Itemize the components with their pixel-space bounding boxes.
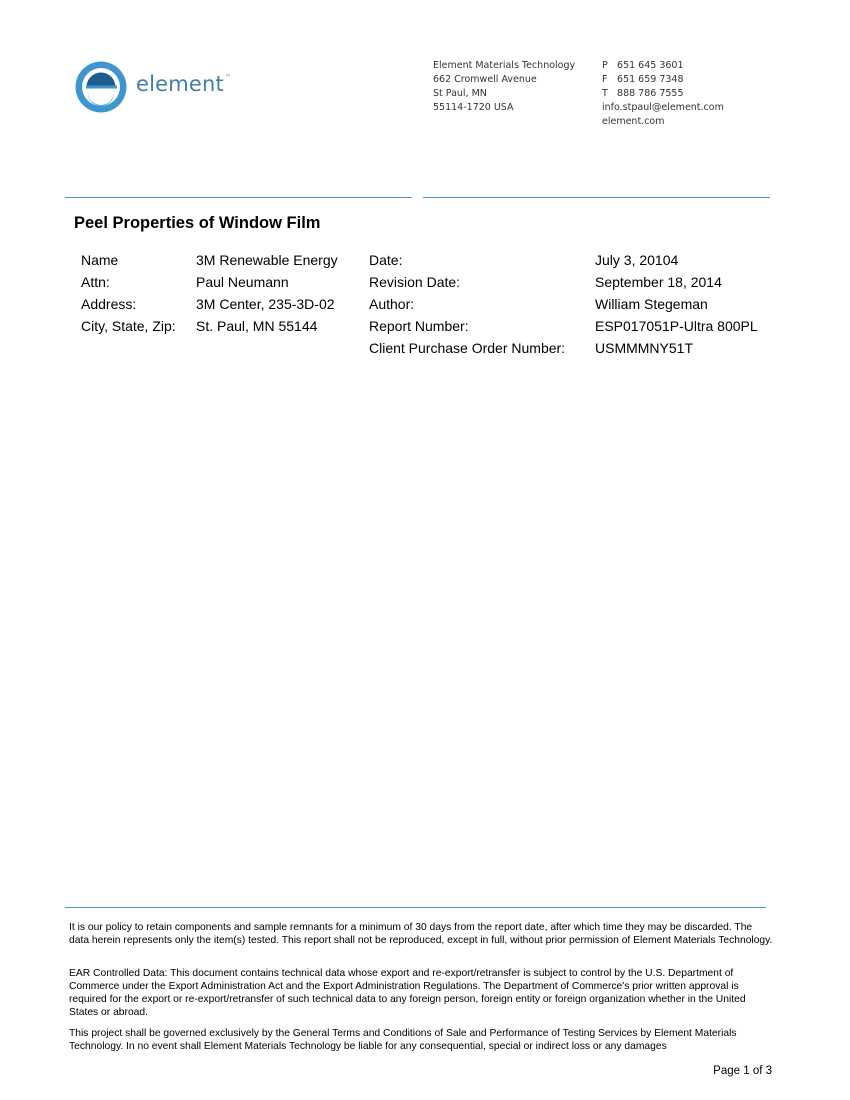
- revision-date: September 18, 2014: [595, 274, 722, 290]
- retention-policy-text: It is our policy to retain components and sample remnants for a minimum of 30 days from the report date, after which time they may be discarded. The data herein represents only the item(s) tested. This report shall not be reproduced, except in full, without prior permission of Element Materials Technology.: [69, 922, 773, 946]
- address-line: Element Materials Technology: [433, 60, 576, 71]
- contact-website[interactable]: element.com: [602, 116, 665, 127]
- company-contacts: [602, 59, 724, 129]
- address-line: 662 Cromwell Avenue: [433, 74, 537, 85]
- meta-label: Report Number:: [369, 318, 469, 334]
- client-label: Name: [81, 252, 119, 268]
- client-label: Address:: [81, 296, 137, 312]
- report-date: July 3, 20104: [595, 252, 679, 268]
- client-name: 3M Renewable Energy: [196, 252, 338, 268]
- meta-label: Client Purchase Order Number:: [369, 340, 566, 356]
- meta-label: Author:: [369, 296, 415, 312]
- report-author: William Stegeman: [595, 296, 708, 312]
- address-line: 55114-1720 USA: [433, 102, 514, 113]
- report-title: Peel Properties of Window Film: [74, 214, 321, 232]
- report-meta-labels: [369, 249, 565, 359]
- client-label: City, State, Zip:: [81, 318, 176, 334]
- client-address: 3M Center, 235-3D-02: [196, 296, 335, 312]
- company-address: [433, 59, 575, 115]
- client-attn: Paul Neumann: [196, 274, 289, 290]
- footer-divider: [65, 907, 766, 908]
- report-meta-values: [595, 249, 758, 359]
- element-logo-icon: [74, 60, 128, 114]
- terms-text: This project shall be governed exclusively by the General Terms and Conditions of Sale and Performance of Testing Services by Element Materials Technology. In no event shall Element Materials Technology be liable for any consequential, special or indirect loss or any damages: [69, 1028, 737, 1052]
- logo-wordmark: element™: [136, 72, 232, 96]
- contact-email[interactable]: info.stpaul@element.com: [602, 102, 724, 113]
- client-city-state-zip: St. Paul, MN 55144: [196, 318, 318, 334]
- client-values: [196, 249, 338, 337]
- header-divider-right: [423, 197, 770, 198]
- meta-label: Date:: [369, 252, 403, 268]
- header-divider-left: [65, 197, 412, 198]
- purchase-order-number: USMMMNY51T: [595, 340, 694, 356]
- ear-controlled-text: EAR Controlled Data: This document contains technical data whose export and re-export/retransfer is subject to control by the U.S. Department of Commerce under the Export Administration Act and the Export Administration Regulations. The Department of Commerce's prior written approval is required for the export or re-export/retransfer of such technical data to any foreign person, foreign entity or foreign organization whether in the United States or abroad.: [69, 968, 746, 1018]
- client-labels: [81, 249, 176, 337]
- meta-label: Revision Date:: [369, 274, 461, 290]
- client-label: Attn:: [81, 274, 110, 290]
- report-number: ESP017051P-Ultra 800PL: [595, 318, 758, 334]
- contact-phone: P 651 645 3601: [602, 60, 684, 71]
- page-number: Page 1 of 3: [713, 1065, 772, 1077]
- address-line: St Paul, MN: [433, 88, 487, 99]
- contact-tollfree: T 888 786 7555: [602, 88, 684, 99]
- contact-fax: F 651 659 7348: [602, 74, 684, 85]
